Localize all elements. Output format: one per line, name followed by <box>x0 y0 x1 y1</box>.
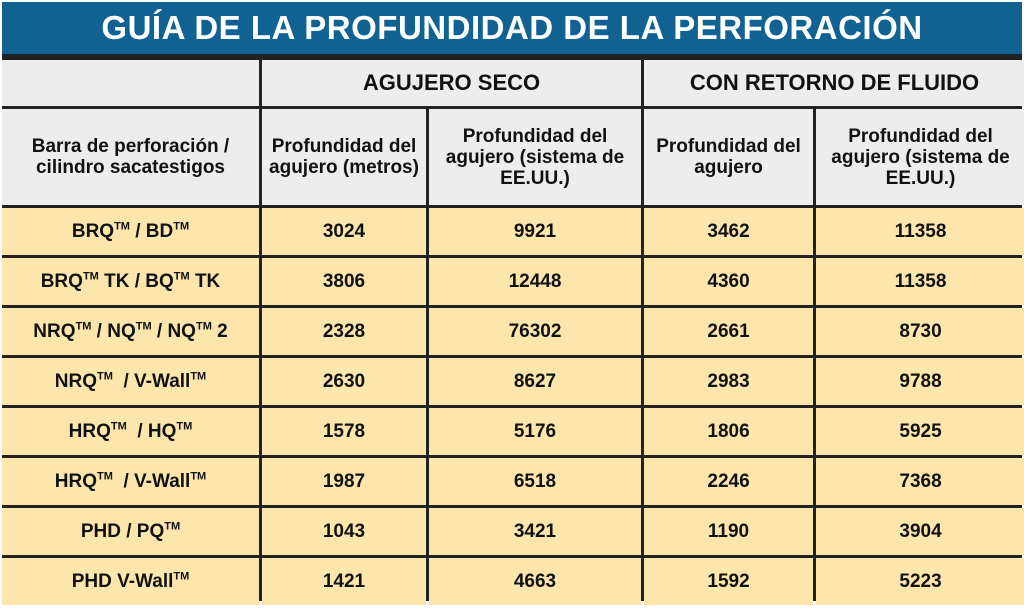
rod-name-cell: BRQ™ / BD™ <box>2 208 259 255</box>
depth-value-cell: 9921 <box>429 208 641 255</box>
depth-value-cell: 3462 <box>644 208 813 255</box>
depth-value-cell: 2328 <box>262 308 426 355</box>
depth-value-cell: 2983 <box>644 358 813 405</box>
depth-value-cell: 3024 <box>262 208 426 255</box>
depth-value-cell: 2630 <box>262 358 426 405</box>
depth-value-cell: 1806 <box>644 408 813 455</box>
depth-value-cell: 2661 <box>644 308 813 355</box>
table-row <box>2 408 1024 455</box>
group-header-fluid-return: CON RETORNO DE FLUIDO <box>644 60 1024 106</box>
depth-value-cell: 8730 <box>816 308 1024 355</box>
depth-value-cell: 6518 <box>429 458 641 505</box>
table-row <box>2 508 1024 555</box>
table-row <box>2 458 1024 505</box>
depth-value-cell: 1421 <box>262 558 426 605</box>
rod-name-cell: HRQ™ / V-Wall™ <box>2 458 259 505</box>
table-row <box>2 308 1024 355</box>
rod-name-cell: BRQ™ TK / BQ™ TK <box>2 258 259 305</box>
table-row <box>2 558 1024 605</box>
rod-name-cell: PHD / PQ™ <box>2 508 259 555</box>
depth-value-cell: 12448 <box>429 258 641 305</box>
depth-value-cell: 8627 <box>429 358 641 405</box>
rod-name-cell: NRQ™ / V-Wall™ <box>2 358 259 405</box>
depth-value-cell: 5176 <box>429 408 641 455</box>
table-row <box>2 208 1024 255</box>
depth-value-cell: 1043 <box>262 508 426 555</box>
depth-value-cell: 9788 <box>816 358 1024 405</box>
depth-value-cell: 1592 <box>644 558 813 605</box>
depth-value-cell: 3421 <box>429 508 641 555</box>
depth-value-cell: 1987 <box>262 458 426 505</box>
depth-value-cell: 2246 <box>644 458 813 505</box>
column-header-dry-depth-m: Profundidad del agujero (metros) <box>262 109 426 205</box>
depth-guide-table <box>2 2 1022 601</box>
depth-value-cell: 7368 <box>816 458 1024 505</box>
depth-value-cell: 11358 <box>816 258 1024 305</box>
depth-value-cell: 11358 <box>816 208 1024 255</box>
rod-name-cell: NRQ™ / NQ™ / NQ™ 2 <box>2 308 259 355</box>
depth-value-cell: 3904 <box>816 508 1024 555</box>
group-header-dry-hole: AGUJERO SECO <box>262 60 641 106</box>
depth-value-cell: 3806 <box>262 258 426 305</box>
rod-name-cell: PHD V-Wall™ <box>2 558 259 605</box>
depth-value-cell: 1578 <box>262 408 426 455</box>
depth-table <box>0 57 1024 608</box>
column-header-dry-depth-us: Profundidad del agujero (sistema de EE.UU.) <box>429 109 641 205</box>
depth-value-cell: 76302 <box>429 308 641 355</box>
column-header-fluid-depth-us: Profundidad del agujero (sistema de EE.UU.) <box>816 109 1024 205</box>
depth-value-cell: 5223 <box>816 558 1024 605</box>
table-row <box>2 258 1024 305</box>
depth-value-cell: 4360 <box>644 258 813 305</box>
depth-value-cell: 4663 <box>429 558 641 605</box>
column-header-fluid-depth-m: Profundidad del agujero <box>644 109 813 205</box>
column-header-rod: Barra de perforación / cilindro sacatestigos <box>2 109 259 205</box>
depth-value-cell: 5925 <box>816 408 1024 455</box>
empty-header-cell <box>2 60 259 106</box>
table-row <box>2 358 1024 405</box>
depth-value-cell: 1190 <box>644 508 813 555</box>
table-title: GUÍA DE LA PROFUNDIDAD DE LA PERFORACIÓN <box>2 2 1022 54</box>
rod-name-cell: HRQ™ / HQ™ <box>2 408 259 455</box>
